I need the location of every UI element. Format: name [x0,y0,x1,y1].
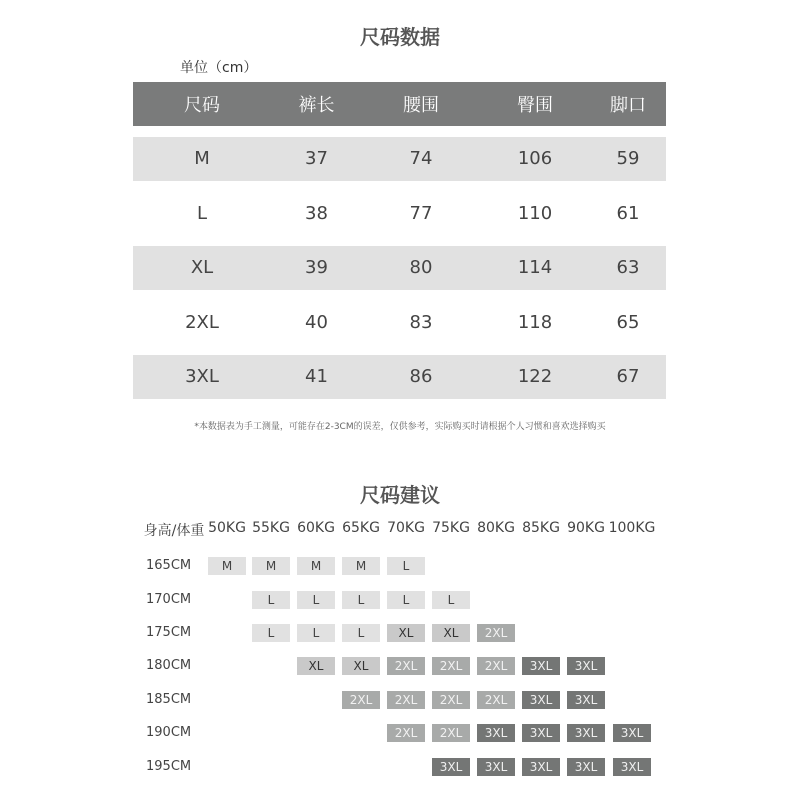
header-cell-size: 尺码 [184,95,220,116]
size-recommendation-cell: L [297,591,335,609]
header-cell-waist: 腰围 [403,95,439,116]
table-cell: 63 [616,257,640,278]
height-label: 175CM [146,625,192,640]
size-recommendation-cell: 3XL [522,691,560,709]
table-cell: 39 [305,257,328,278]
height-label: 185CM [146,692,192,707]
size-recommendation-cell: 3XL [477,724,515,742]
table-cell: 67 [616,366,640,387]
table-row [133,137,666,181]
size-recommendation-cell: L [252,591,290,609]
size-recommendation-cell: 3XL [477,758,515,776]
header-cell-length: 裤长 [298,95,335,116]
table-cell: 61 [616,202,640,224]
size-recommendation-cell: 3XL [613,724,651,742]
table-cell: M [194,148,210,169]
table-cell: 114 [517,257,553,278]
header-cell-hem: 脚口 [610,95,646,116]
size-data-title: 尺码数据 [360,25,440,49]
size-recommendation-cell: 3XL [522,724,560,742]
table-cell: 65 [616,311,640,333]
weight-header-label: 75KG [432,520,470,536]
table-cell: 83 [409,311,433,333]
weight-header-label: 60KG [297,520,335,536]
size-recommendation-cell: L [342,624,380,642]
table-cell: L [196,202,208,224]
size-recommendation-cell: M [208,557,246,575]
size-recommendation-cell: 3XL [432,758,470,776]
table-cell: 86 [409,366,433,387]
header-cell-hip: 臀围 [517,95,553,116]
size-recommendation-cell: XL [342,657,380,675]
height-label: 180CM [146,658,192,673]
recommendation-header-row [0,520,800,542]
size-recommendation-cell: XL [432,624,470,642]
table-cell: 59 [616,148,640,169]
table-cell: 37 [305,148,328,169]
size-recommendation-cell: L [432,591,470,609]
table-header-row [133,82,666,126]
measurement-note: *本数据表为手工测量，可能存在2-3CM的误差，仅供参考，实际购买时请根据个人习惯和喜欢选择购买 [194,422,606,432]
size-recommendation-cell: 3XL [567,724,605,742]
table-row [133,191,666,235]
size-recommendation-cell: L [297,624,335,642]
weight-header-label: 50KG [208,520,246,536]
size-recommendation-cell: 3XL [522,758,560,776]
weight-header-label: 65KG [342,520,380,536]
weight-header-label: 85KG [522,520,560,536]
size-recommendation-cell: M [297,557,335,575]
table-cell: 80 [409,257,433,278]
size-recommendation-cell: 2XL [342,691,380,709]
table-cell: 106 [517,148,553,169]
table-row [133,300,666,344]
height-label: 190CM [146,725,192,740]
table-cell: 40 [305,311,328,333]
weight-header-label: 100KG [608,520,656,536]
size-recommendation-cell: M [342,557,380,575]
size-recommendation-cell: M [252,557,290,575]
table-row [133,355,666,399]
height-label: 170CM [146,592,192,607]
size-data-table [133,82,666,409]
unit-label: 单位（cm） [180,60,258,76]
size-recommendation-cell: XL [297,657,335,675]
size-recommendation-cell: 2XL [432,657,470,675]
table-cell: 3XL [185,366,219,387]
weight-header-label: 90KG [567,520,605,536]
size-recommendation-cell: 2XL [387,724,425,742]
table-cell: 74 [409,148,433,169]
table-row [133,246,666,290]
size-recommendation-cell: 3XL [567,691,605,709]
size-recommendation-cell: 3XL [522,657,560,675]
corner-label: 身高/体重 [143,523,205,539]
table-cell: 41 [305,366,328,387]
size-recommendation-cell: 2XL [432,691,470,709]
size-recommendation-cell: L [252,624,290,642]
weight-header-label: 70KG [387,520,425,536]
size-recommendation-cell: XL [387,624,425,642]
table-cell: 110 [517,202,553,224]
weight-header-label: 55KG [252,520,290,536]
size-recommendation-cell: 3XL [567,657,605,675]
size-recommendation-cell: 2XL [477,657,515,675]
height-label: 195CM [146,759,192,774]
table-cell: 77 [409,202,433,224]
table-cell: 118 [517,311,553,333]
size-recommendation-cell: 3XL [613,758,651,776]
weight-header-label: 80KG [477,520,515,536]
size-recommendation-cell: 3XL [567,758,605,776]
size-recommendation-cell: 2XL [432,724,470,742]
size-recommendation-title: 尺码建议 [360,483,440,507]
size-recommendation-cell: 2XL [477,691,515,709]
size-recommendation-cell: L [387,591,425,609]
table-cell: XL [190,257,214,278]
size-recommendation-cell: 2XL [387,691,425,709]
size-recommendation-cell: L [342,591,380,609]
table-cell: 2XL [185,311,219,333]
table-cell: 38 [305,202,328,224]
size-recommendation-cell: 2XL [387,657,425,675]
height-label: 165CM [146,558,192,573]
size-recommendation-cell: 2XL [477,624,515,642]
size-recommendation-cell: L [387,557,425,575]
table-cell: 122 [517,366,553,387]
